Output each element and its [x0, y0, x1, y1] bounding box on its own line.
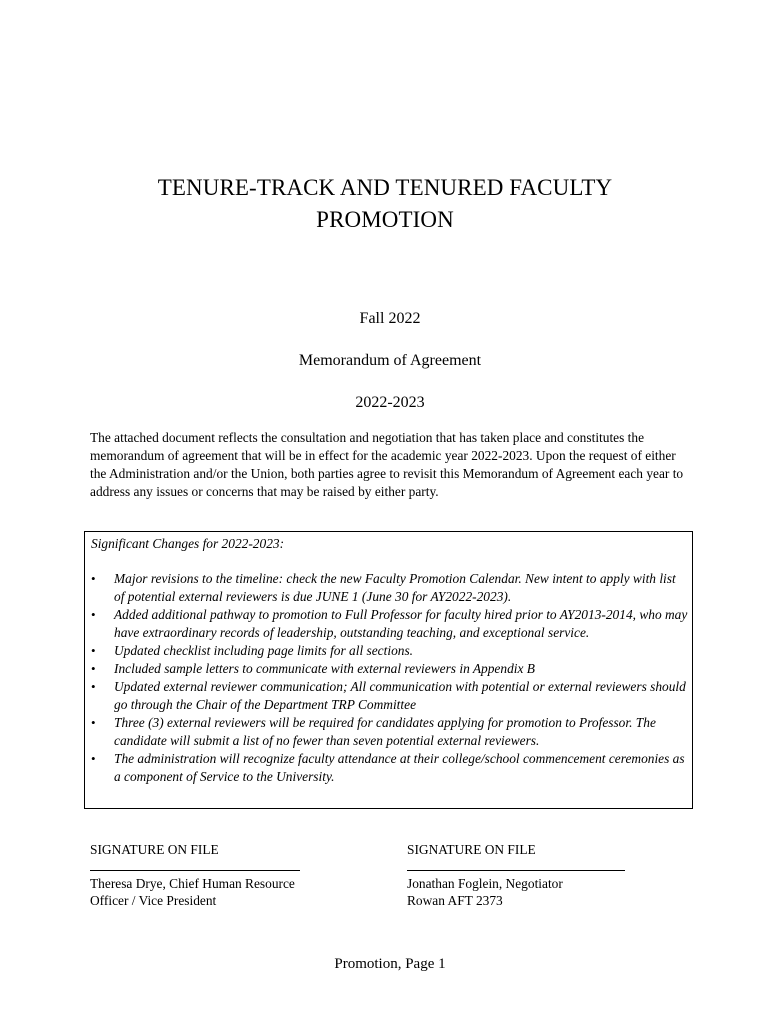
list-item-text: Major revisions to the timeline: check the new Faculty Promotion Calendar. New intent to apply with list of potential external reviewers is due JUNE 1 (June 30 for AY2022-2023).	[114, 571, 676, 604]
left-signatory-name: Theresa Drye, Chief Human Resource	[90, 876, 295, 891]
left-signature-status: SIGNATURE ON FILE	[90, 842, 219, 857]
document-title-line-1: TENURE-TRACK AND TENURED FACULTY	[157, 175, 613, 200]
page-footer: Promotion, Page 1	[334, 956, 446, 972]
left-signature-line	[90, 870, 300, 871]
bullet-icon: •	[91, 607, 96, 622]
list-item	[91, 678, 689, 714]
document-title-line-2: PROMOTION	[316, 207, 454, 232]
list-item-text: Included sample letters to communicate with external reviewers in Appendix B	[114, 661, 535, 676]
list-item	[91, 714, 689, 750]
list-item-text: Updated checklist including page limits for all sections.	[114, 643, 414, 658]
significant-changes-box	[84, 531, 693, 809]
list-item-text: The administration will recognize faculty attendance at their college/school commencement ceremonies as a component of Service to the University.	[114, 751, 685, 784]
list-item	[91, 570, 689, 606]
bullet-icon: •	[91, 715, 96, 730]
list-item-text: Updated external reviewer communication; All communication with potential or external reviewers should go through the Chair of the Department TRP Committee	[114, 679, 686, 712]
bullet-icon: •	[91, 643, 96, 658]
bullet-icon: •	[91, 661, 96, 676]
document-title	[0, 172, 770, 236]
term-label: Fall 2022	[359, 310, 421, 327]
list-item	[91, 660, 689, 678]
list-item-text: Added additional pathway to promotion to Full Professor for faculty hired prior to AY2013-2014, who may have extraordinary records of leadership, outstanding teaching, and exceptional service.	[114, 607, 688, 640]
list-item-text: Three (3) external reviewers will be required for candidates applying for promotion to Professor. The candidate will submit a list of no fewer than seven potential external reviewers.	[114, 715, 656, 748]
significant-changes-list	[91, 570, 689, 786]
bullet-icon: •	[91, 571, 96, 586]
bullet-icon: •	[91, 679, 96, 694]
bullet-icon: •	[91, 751, 96, 766]
intro-paragraph: The attached document reflects the consultation and negotiation that has taken place and constitutes the memorandum of agreement that will be in effect for the academic year 2022-2023. Upon the request of either the Administration and/or the Union, both parties agree to revisit this Memorandum of Agreement each year to address any issues or concerns that may be raised by either party.	[90, 430, 684, 499]
right-signatory-title: Rowan AFT 2373	[407, 893, 503, 908]
list-item	[91, 606, 689, 642]
academic-year-label: 2022-2023	[355, 394, 425, 411]
document-type-label: Memorandum of Agreement	[298, 352, 482, 369]
right-signature-line	[407, 870, 625, 871]
significant-changes-heading: Significant Changes for 2022-2023:	[91, 536, 285, 551]
right-signature-status: SIGNATURE ON FILE	[407, 842, 536, 857]
list-item	[91, 750, 689, 786]
left-signatory-title: Officer / Vice President	[90, 893, 217, 908]
right-signatory-name: Jonathan Foglein, Negotiator	[407, 876, 563, 891]
list-item	[91, 642, 689, 660]
